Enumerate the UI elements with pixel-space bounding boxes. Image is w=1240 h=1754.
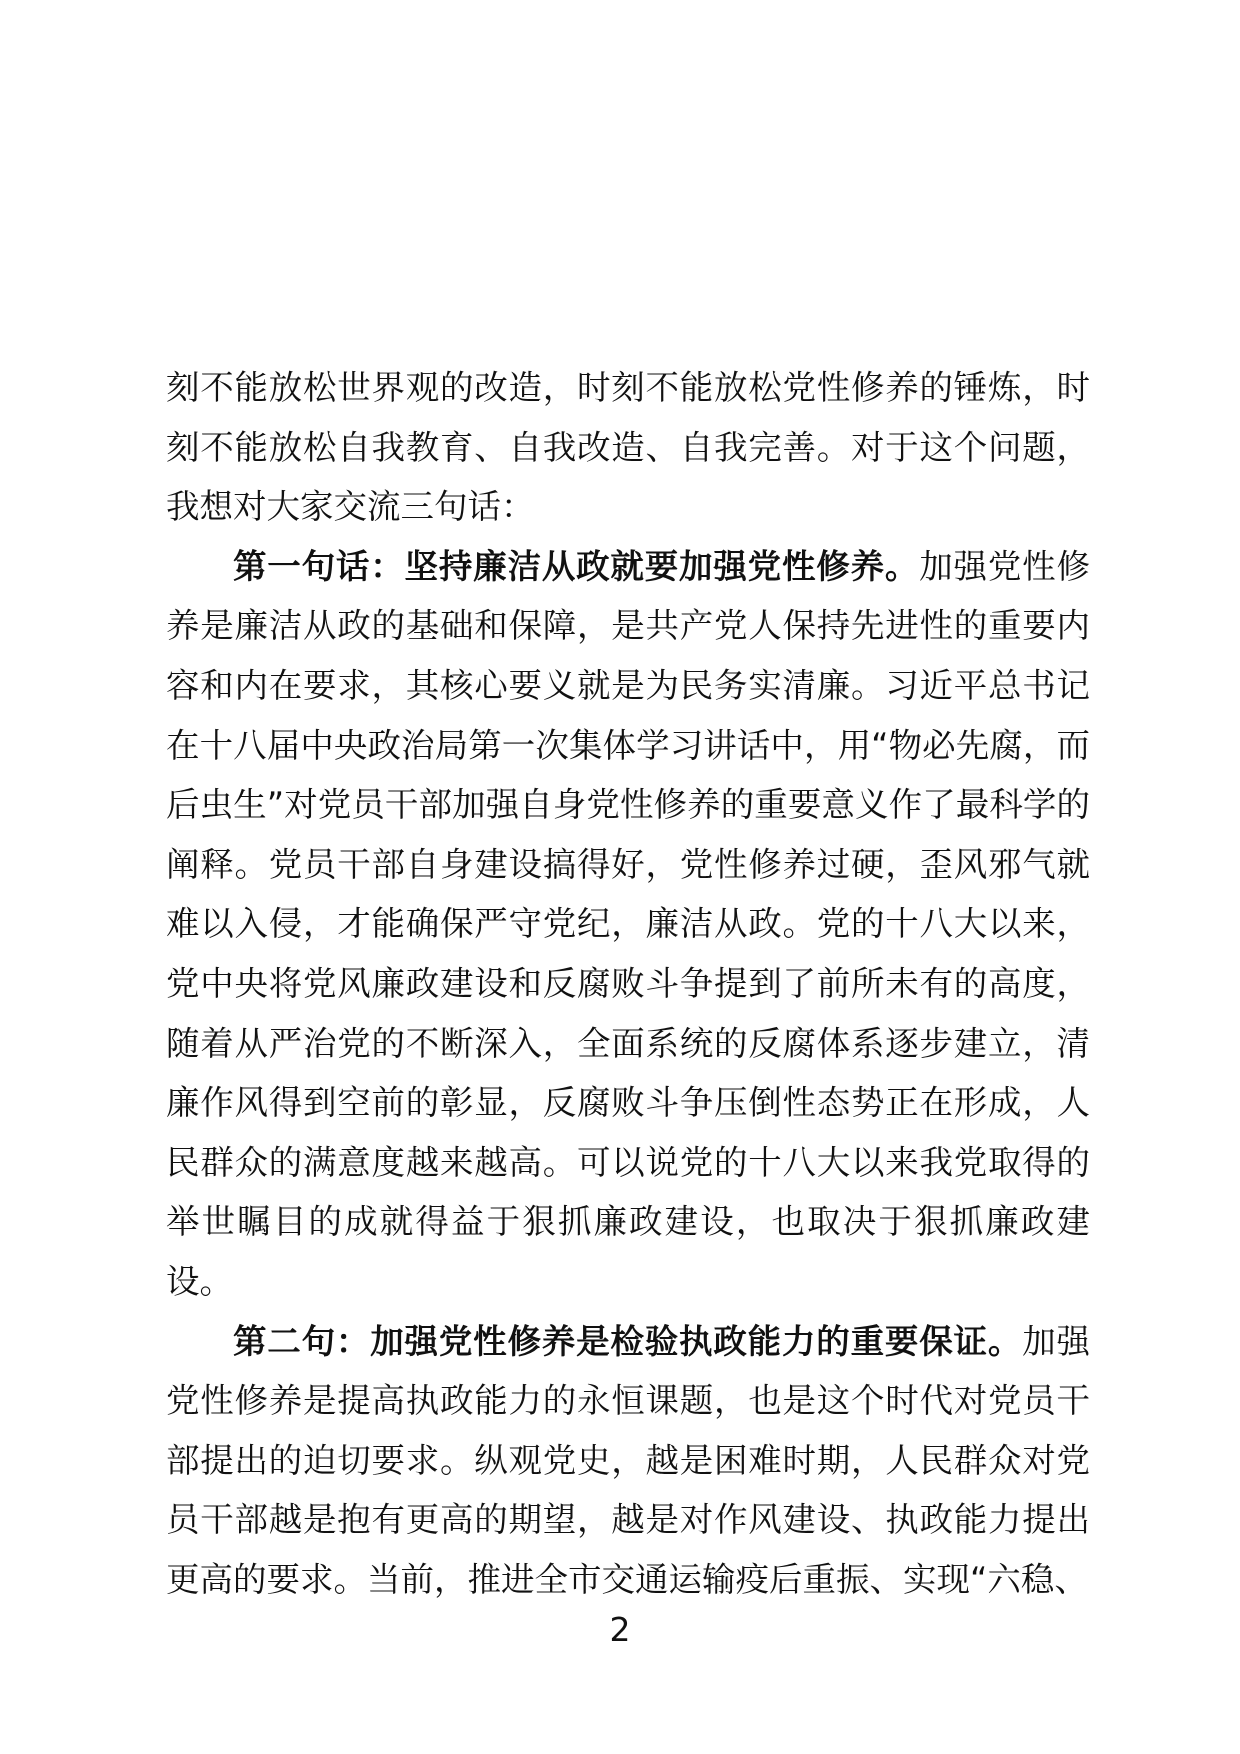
paragraph-continuation (166, 358, 1090, 537)
paragraph-first-point (166, 537, 1090, 1312)
paragraph-second-point (166, 1312, 1090, 1610)
page-number: 2 (609, 1610, 631, 1649)
paragraph-text: 刻不能放松世界观的改造，时刻不能放松党性修养的锤炼，时刻不能放松自我教育、自我改造、自我完善。对于这个问题，我想对大家交流三句话： (166, 368, 1090, 527)
paragraph-text: 加强党性修养是廉洁从政的基础和保障，是共产党人保持先进性的重要内容和内在要求，其核心要义就是为民务实清廉。习近平总书记在十八届中央政治局第一次集体学习讲话中，用“物必先腐，而后虫生”对党员干部加强自身党性修养的重要意义作了最科学的阐释。党员干部自身建设搞得好，党性修养过硬，歪风邪气就难以入侵，才能确保严守党纪，廉洁从政。党的十八大以来，党中央将党风廉政建设和反腐败斗争提到了前所未有的高度，随着从严治党的不断深入，全面系统的反腐体系逐步建立，清廉作风得到空前的彰显，反腐败斗争压倒性态势正在形成，人民群众的满意度越来越高。可以说党的十八大以来我党取得的举世瞩目的成就得益于狠抓廉政建设，也取决于狠抓廉政建设。 (166, 546, 1090, 1301)
paragraph-text: 加强党性修养是提高执政能力的永恒课题，也是这个时代对党员干部提出的迫切要求。纵观党史，越是困难时期，人民群众对党员干部越是抱有更高的期望，越是对作风建设、执政能力提出更高的要求。当前，推进全市交通运输疫后重振、实现“六稳、 (166, 1321, 1090, 1599)
body-text (166, 358, 1090, 1609)
paragraph-lead: 第二句：加强党性修养是检验执政能力的重要保证。 (233, 1321, 1023, 1361)
paragraph-lead: 第一句话：坚持廉洁从政就要加强党性修养。 (233, 546, 920, 586)
